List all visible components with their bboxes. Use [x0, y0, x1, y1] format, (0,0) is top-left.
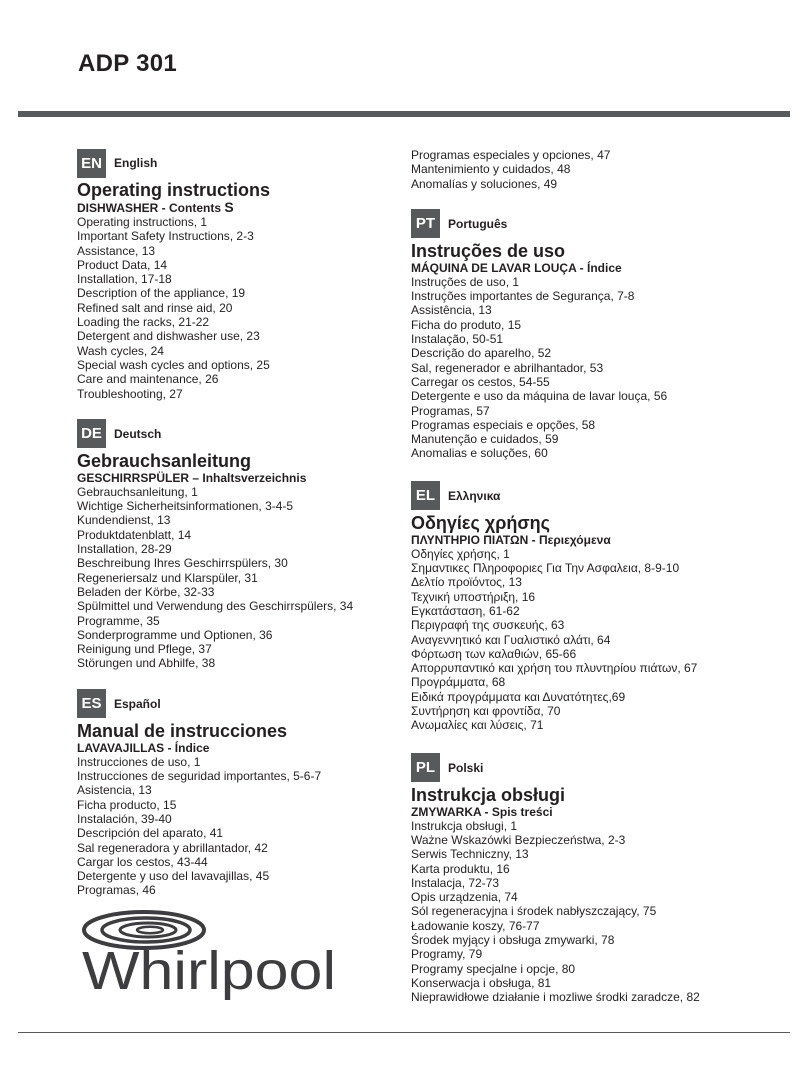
contents-list — [77, 485, 387, 671]
contents-item: Programy specjalne i opcje, 80 — [411, 961, 576, 976]
contents-item: Ładowanie koszy, 76-77 — [411, 918, 540, 933]
language-code-badge: DE — [77, 419, 106, 448]
contents-item: Środek myjący i obsługa zmywarki, 78 — [411, 932, 615, 947]
section-title: Οδηγίες χρήσης — [411, 512, 550, 533]
contents-item: Instruções de uso, 1 — [411, 274, 520, 289]
language-code-badge: EL — [411, 481, 440, 510]
contents-item: Beladen der Körbe, 32-33 — [77, 584, 215, 599]
contents-item: Cargar los cestos, 43-44 — [77, 854, 208, 869]
contents-item: Ficha do produto, 15 — [411, 317, 522, 332]
right-column — [411, 148, 781, 1004]
language-header-pl — [411, 753, 781, 783]
contents-item: Reinigung und Pflege, 37 — [77, 642, 212, 657]
language-header-de — [77, 419, 387, 449]
contents-item: Συντήρηση και φροντίδα, 70 — [411, 704, 561, 719]
section-en — [77, 148, 387, 401]
language-header-el — [411, 481, 781, 511]
contents-item: Störungen und Abhilfe, 38 — [77, 656, 216, 671]
contents-item: Instrukcja obsługi, 1 — [411, 818, 518, 833]
contents-item: Sal, regenerador e abrilhantador, 53 — [411, 360, 604, 375]
language-name: Ελληνικα — [448, 488, 501, 503]
contents-item: Ficha producto, 15 — [77, 797, 177, 812]
contents-item: Programas especiais e opções, 58 — [411, 417, 596, 432]
contents-item: Programas especiales y opciones, 47 — [411, 148, 611, 162]
contents-item: Beschreibung Ihres Geschirrspülers, 30 — [77, 556, 288, 571]
language-header-en — [77, 148, 387, 178]
section-subtitle: ZMYWARKA - Spis treści — [411, 804, 553, 819]
contents-item: Anomalías y soluciones, 49 — [411, 176, 558, 191]
contents-item: Gebrauchsanleitung, 1 — [77, 484, 198, 499]
section-title: Instrukcja obsługi — [411, 784, 566, 805]
contents-item: Δελτίο προϊόντος, 13 — [411, 575, 522, 590]
section-title: Gebrauchsanleitung — [77, 450, 252, 471]
language-header-es — [77, 689, 387, 719]
language-code-badge: PL — [411, 753, 440, 782]
contents-item: Programas, 46 — [77, 883, 156, 898]
contents-item: Σημαντικες Πληροφοριες Για Την Ασφαλεια, 8-9-10 — [411, 561, 680, 576]
contents-item: Asistencia, 13 — [77, 783, 152, 798]
contents-item: Refined salt and rinse aid, 20 — [77, 300, 233, 315]
contents-item: Wichtige Sicherheitsinformationen, 3-4-5 — [77, 499, 294, 514]
section-subtitle: ΠΛΥΝΤΗΡΙΟ ΠΙΑΤΩΝ - Περιεχόμενα — [411, 532, 611, 547]
contents-list — [411, 819, 781, 1005]
contents-item: Sonderprogramme und Optionen, 36 — [77, 627, 273, 642]
contents-item: Instrucciones de uso, 1 — [77, 754, 201, 769]
contents-item: Assistência, 13 — [411, 303, 492, 318]
contents-item: Troubleshooting, 27 — [77, 386, 183, 401]
contents-item: Descripción del aparato, 41 — [77, 826, 224, 841]
language-code-badge: ES — [77, 689, 106, 718]
contents-item: Konserwacja i obsługa, 81 — [411, 975, 552, 990]
section-de — [77, 419, 387, 671]
contents-item: Instalação, 50-51 — [411, 332, 504, 347]
contents-item: Assistance, 13 — [77, 243, 156, 258]
language-name: Português — [448, 216, 508, 231]
contents-item: Αναγεννητικό και Γυαλιστικό αλάτι, 64 — [411, 632, 611, 647]
language-name: English — [114, 156, 158, 170]
contents-item: Ważne Wskazówki Bezpieczeństwa, 2-3 — [411, 832, 626, 847]
contents-list — [411, 547, 781, 733]
contents-item: Important Safety Instructions, 2-3 — [77, 229, 254, 244]
page-title: ADP 301 — [78, 50, 178, 77]
contents-item: Produktdatenblatt, 14 — [77, 527, 192, 542]
contents-list — [77, 755, 387, 898]
contents-item: Loading the racks, 21-22 — [77, 315, 210, 330]
contents-item: Instalacja, 72-73 — [411, 875, 500, 890]
left-column — [77, 148, 387, 898]
contents-item: Εγκατάσταση, 61-62 — [411, 603, 520, 618]
contents-item: Ειδικά προγράμματα και Δυνατότητες,69 — [411, 689, 626, 704]
contents-item: Programy, 79 — [411, 947, 483, 962]
section-el — [411, 481, 781, 733]
contents-item: Anomalias e soluções, 60 — [411, 446, 548, 461]
contents-item: Detergente e uso da máquina de lavar louça, 56 — [411, 389, 668, 404]
contents-item: Product Data, 14 — [77, 257, 168, 272]
section-subtitle: MÁQUINA DE LAVAR LOUÇA - Índice — [411, 260, 622, 275]
contents-item: Regeneriersalz und Klarspüler, 31 — [77, 570, 258, 585]
contents-item: Περιγραφή της συσκευής, 63 — [411, 618, 565, 633]
language-name: Deutsch — [114, 426, 162, 441]
contents-item: Wash cycles, 24 — [77, 343, 164, 358]
contents-item: Mantenimiento y cuidados, 48 — [411, 162, 571, 177]
logo-wordmark: Whirlpool — [82, 941, 336, 1001]
contents-item: Installation, 28-29 — [77, 542, 172, 557]
subtitle-text: DISHWASHER - Contents — [77, 201, 221, 215]
contents-item: Descrição do aparelho, 52 — [411, 346, 552, 361]
contents-list — [411, 275, 781, 461]
contents-item: Care and maintenance, 26 — [77, 372, 219, 387]
language-code-badge: EN — [77, 149, 106, 178]
contents-item: Special wash cycles and options, 25 — [77, 357, 270, 372]
contents-item: Οδηγίες χρήσης, 1 — [411, 546, 510, 561]
contents-item: Τεχνική υποστήριξη, 16 — [411, 589, 536, 604]
footer-divider — [18, 1032, 790, 1033]
section-title: Operating instructions — [77, 180, 271, 200]
section-subtitle: GESCHIRRSPÜLER – Inhaltsverzeichnis — [77, 470, 307, 485]
section-title: Instruções de uso — [411, 240, 566, 261]
section-subtitle — [77, 200, 387, 215]
contents-item: Programas, 57 — [411, 403, 490, 418]
contents-item: Sól regeneracyjna i środek nabłyszczający, 75 — [411, 904, 657, 919]
language-name: Polski — [448, 760, 484, 775]
language-code-badge: PT — [411, 209, 440, 238]
contents-item: Carregar os cestos, 54-55 — [411, 374, 550, 389]
subtitle-suffix: S — [224, 199, 234, 215]
contents-item: Description of the appliance, 19 — [77, 286, 246, 301]
contents-item: Instrucciones de seguridad importantes, 5-6-7 — [77, 769, 322, 784]
contents-item: Karta produktu, 16 — [411, 861, 510, 876]
contents-item: Operating instructions, 1 — [77, 215, 208, 229]
section-title: Manual de instrucciones — [77, 720, 288, 741]
contents-item: Instruções importantes de Segurança, 7-8 — [411, 289, 635, 304]
header-divider — [18, 111, 790, 117]
section-es — [77, 689, 387, 898]
contents-item: Spülmittel und Verwendung des Geschirrspülers, 34 — [77, 599, 354, 614]
contents-item: Detergente y uso del lavavajillas, 45 — [77, 869, 270, 884]
contents-item: Detergent and dishwasher use, 23 — [77, 329, 260, 344]
contents-item: Προγράμματα, 68 — [411, 675, 506, 690]
section-pt — [411, 209, 781, 461]
section-subtitle: LAVAVAJILLAS - Índice — [77, 740, 210, 755]
contents-item: Serwis Techniczny, 13 — [411, 847, 529, 862]
language-name: Español — [114, 696, 161, 711]
section-pl — [411, 753, 781, 1005]
contents-item: Programme, 35 — [77, 613, 160, 628]
contents-item: Instalación, 39-40 — [77, 811, 172, 826]
contents-item: Απορρυπαντικό και χρήση του πλυντηρίου πιάτων, 67 — [411, 661, 698, 676]
contents-list-continued — [411, 148, 781, 191]
contents-item: Installation, 17-18 — [77, 272, 172, 287]
contents-item: Kundendienst, 13 — [77, 513, 171, 528]
contents-item: Φόρτωση των καλαθιών, 65-66 — [411, 646, 577, 661]
contents-item: Nieprawidłowe działanie i mozliwe środki zaradcze, 82 — [411, 990, 700, 1005]
contents-item: Manutenção e cuidados, 59 — [411, 432, 559, 447]
contents-item: Ανωμαλίες και λύσεις, 71 — [411, 718, 544, 733]
whirlpool-logo — [82, 905, 338, 1005]
contents-item: Opis urządzenia, 74 — [411, 890, 518, 905]
contents-item: Sal regeneradora y abrillantador, 42 — [77, 840, 268, 855]
contents-list — [77, 215, 387, 401]
language-header-pt — [411, 209, 781, 239]
